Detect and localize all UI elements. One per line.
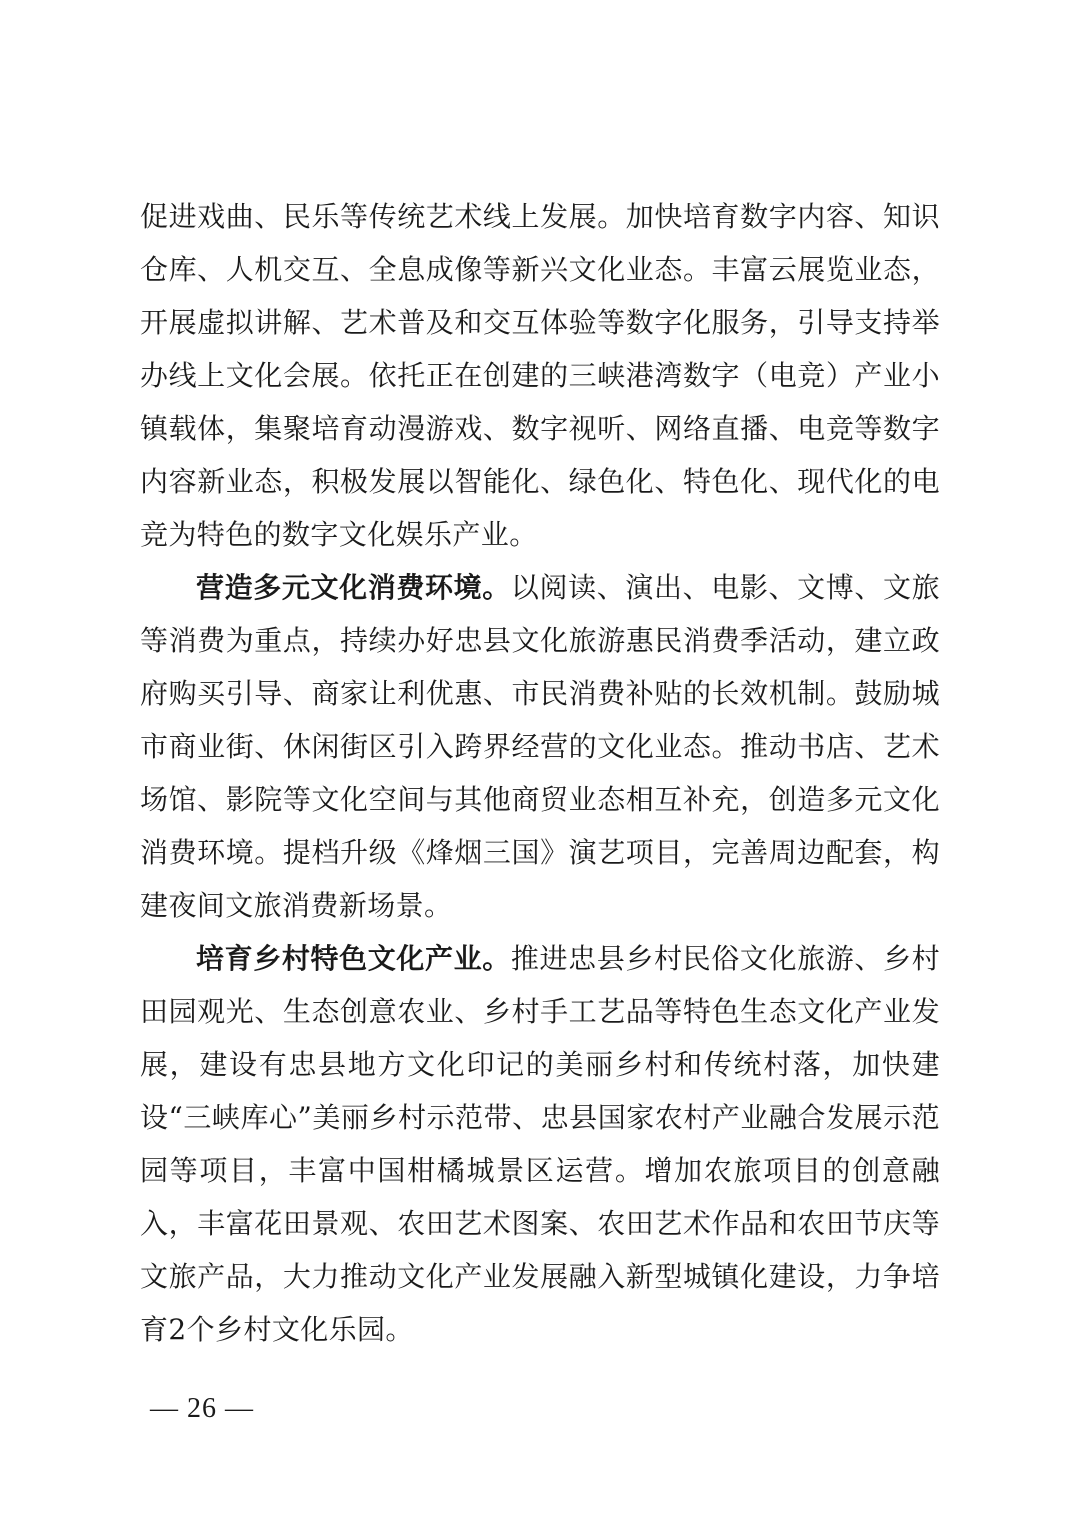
- body-text: [140, 190, 940, 1356]
- paragraph-1-text: 促进戏曲、民乐等传统艺术线上发展。加快培育数字内容、知识仓库、人机交互、全息成像等新兴文化业态。丰富云展览业态，开展虚拟讲解、艺术普及和交互体验等数字化服务，引导支持举办线上文化会展。依托正在创建的三峡港湾数字（电竞）产业小镇载体，集聚培育动漫游戏、数字视听、网络直播、电竞等数字内容新业态，积极发展以智能化、绿色化、特色化、现代化的电竞为特色的数字文化娱乐产业。: [140, 200, 940, 551]
- paragraph-3: [140, 932, 940, 1356]
- page-number: — 26 —: [150, 1393, 254, 1424]
- paragraph-3-heading: 培育乡村特色文化产业。: [196, 942, 511, 975]
- paragraph-2-text: 以阅读、演出、电影、文博、文旅等消费为重点，持续办好忠县文化旅游惠民消费季活动，建立政府购买引导、商家让利优惠、市民消费补贴的长效机制。鼓励城市商业街、休闲街区引入跨界经营的文化业态。推动书店、艺术场馆、影院等文化空间与其他商贸业态相互补充，创造多元文化消费环境。提档升级《烽烟三国》演艺项目，完善周边配套，构建夜间文旅消费新场景。: [140, 571, 940, 922]
- paragraph-3-text: 推进忠县乡村民俗文化旅游、乡村田园观光、生态创意农业、乡村手工艺品等特色生态文化产业发展，建设有忠县地方文化印记的美丽乡村和传统村落，加快建设“三峡库心”美丽乡村示范带、忠县国家农村产业融合发展示范园等项目，丰富中国柑橘城景区运营。增加农旅项目的创意融入，丰富花田景观、农田艺术图案、农田艺术作品和农田节庆等文旅产品，大力推动文化产业发展融入新型城镇化建设，力争培育2个乡村文化乐园。: [140, 942, 940, 1346]
- paragraph-2: [140, 561, 940, 932]
- paragraph-2-heading: 营造多元文化消费环境。: [196, 571, 511, 604]
- paragraph-1: [140, 190, 940, 561]
